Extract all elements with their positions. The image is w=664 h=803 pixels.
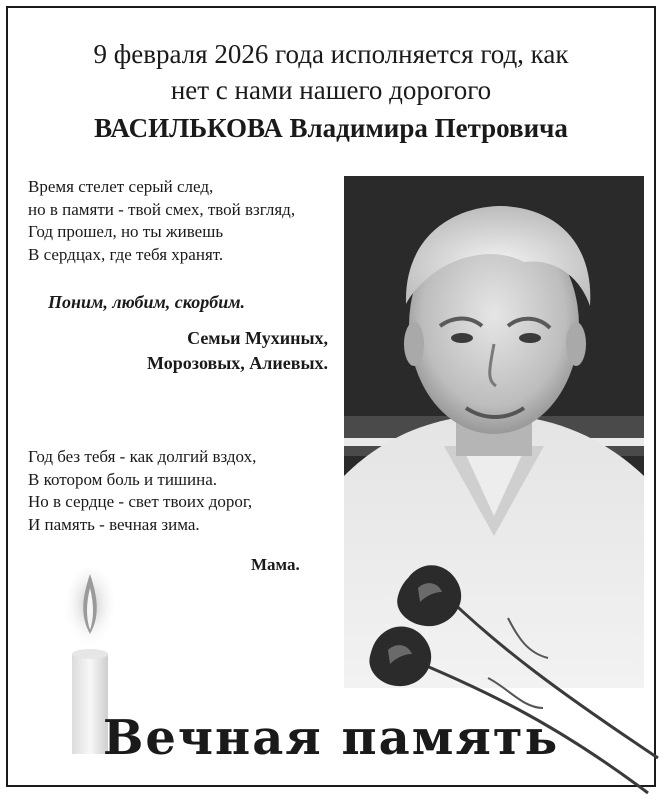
poem-line: В котором боль и тишина. xyxy=(28,469,218,489)
eternal-memory-title: Вечная память xyxy=(102,710,560,766)
poem-line: И память - вечная зима. xyxy=(28,514,200,534)
poem-line: В сердцах, где тебя хранят. xyxy=(28,244,224,264)
families-signature xyxy=(68,326,328,376)
poem-line: Но в сердце - свет твоих дорог, xyxy=(28,492,253,511)
poem-first xyxy=(28,176,358,266)
poem-second xyxy=(28,446,358,536)
memorial-notice xyxy=(6,6,656,787)
header-line-2: нет с нами нашего дорогого xyxy=(170,75,492,105)
families-line-1: Семьи Мухиных, xyxy=(187,328,328,348)
mother-signature: Мама. xyxy=(251,555,300,574)
poem-line: Год без тебя - как долгий вздох, xyxy=(28,447,257,466)
poem-line: Время стелет серый след, xyxy=(28,177,214,196)
deceased-name: ВАСИЛЬКОВА Владимира Петровича xyxy=(94,113,568,143)
poem-line: Год прошел, но ты живешь xyxy=(28,222,224,241)
notice-header xyxy=(8,36,654,146)
families-line-2: Морозовых, Алиевых. xyxy=(147,353,328,373)
motto-text: Поним, любим, скорбим. xyxy=(48,292,246,312)
poem-line: но в памяти - твой смех, твой взгляд, xyxy=(28,199,296,219)
header-line-1: 9 февраля 2026 года исполняется год, как xyxy=(93,39,569,69)
